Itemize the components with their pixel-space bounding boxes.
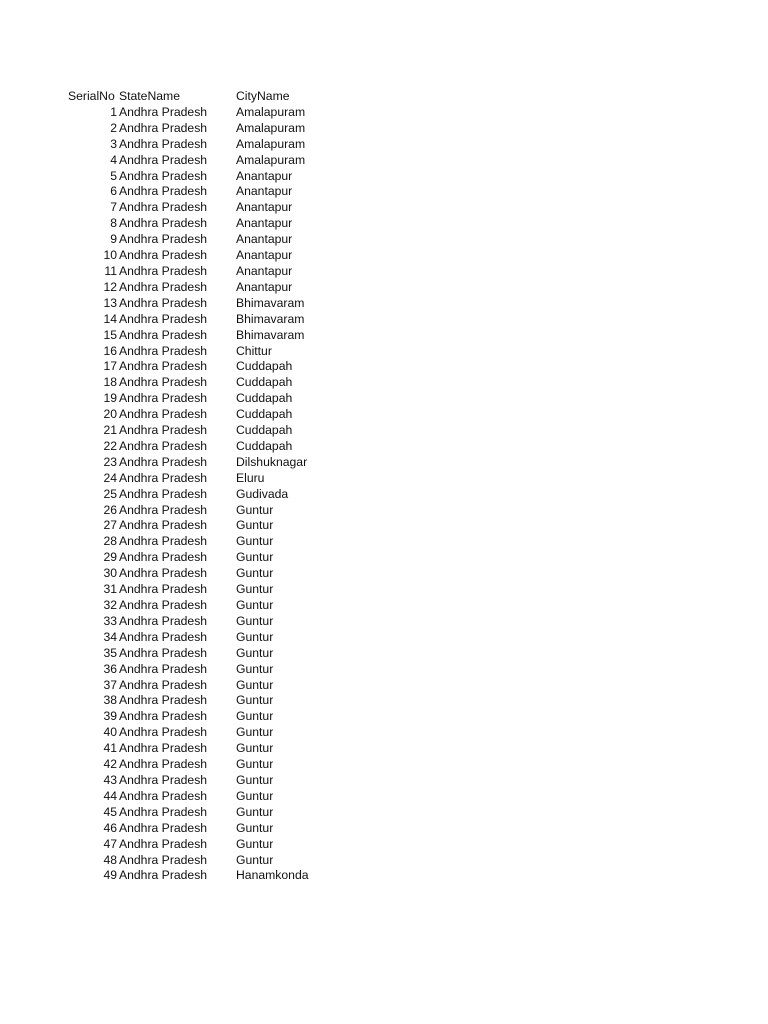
cell-cityname: Guntur bbox=[236, 645, 274, 660]
cell-cityname: Anantapur bbox=[236, 248, 293, 263]
cell-cityname: Guntur bbox=[236, 741, 274, 756]
cell-statename: Andhra Pradesh bbox=[119, 772, 208, 787]
cell-serialno: 49 bbox=[103, 868, 117, 883]
cell-statename: Andhra Pradesh bbox=[119, 709, 208, 724]
cell-statename: Andhra Pradesh bbox=[119, 868, 208, 883]
cell-cityname: Cuddapah bbox=[236, 423, 293, 438]
cell-cityname: Guntur bbox=[236, 757, 274, 772]
cell-serialno: 42 bbox=[103, 757, 117, 772]
cell-cityname: Guntur bbox=[236, 534, 274, 549]
cell-serialno: 16 bbox=[103, 343, 117, 358]
cell-statename: Andhra Pradesh bbox=[119, 232, 208, 247]
cell-serialno: 39 bbox=[103, 709, 117, 724]
cell-cityname: Anantapur bbox=[236, 216, 293, 231]
cell-serialno: 35 bbox=[103, 645, 117, 660]
cell-serialno: 46 bbox=[103, 820, 117, 835]
cell-serialno: 18 bbox=[103, 375, 117, 390]
cell-statename: Andhra Pradesh bbox=[119, 311, 208, 326]
cell-serialno: 7 bbox=[110, 200, 117, 215]
cell-statename: Andhra Pradesh bbox=[119, 470, 208, 485]
cell-cityname: Anantapur bbox=[236, 263, 293, 278]
cell-serialno: 30 bbox=[103, 566, 117, 581]
cell-cityname: Cuddapah bbox=[236, 438, 293, 453]
table-row bbox=[0, 407, 768, 423]
cell-statename: Andhra Pradesh bbox=[119, 550, 208, 565]
table-row bbox=[0, 391, 768, 407]
cell-cityname: Guntur bbox=[236, 788, 274, 803]
cell-statename: Andhra Pradesh bbox=[119, 534, 208, 549]
cell-cityname: Anantapur bbox=[236, 168, 293, 183]
cell-statename: Andhra Pradesh bbox=[119, 852, 208, 867]
cell-cityname: Anantapur bbox=[236, 232, 293, 247]
cell-statename: Andhra Pradesh bbox=[119, 820, 208, 835]
cell-serialno: 28 bbox=[103, 534, 117, 549]
table-row bbox=[0, 200, 768, 216]
cell-cityname: Guntur bbox=[236, 598, 274, 612]
cell-statename: Andhra Pradesh bbox=[119, 757, 208, 772]
cell-serialno: 44 bbox=[103, 788, 117, 803]
table-row bbox=[0, 805, 768, 821]
cell-serialno: 43 bbox=[103, 772, 117, 787]
cell-cityname: Guntur bbox=[236, 661, 274, 676]
cell-serialno: 17 bbox=[103, 359, 117, 374]
cell-serialno: 34 bbox=[103, 629, 117, 644]
cell-serialno: 10 bbox=[103, 248, 117, 263]
table-row bbox=[0, 646, 768, 662]
cell-cityname: Cuddapah bbox=[236, 375, 293, 390]
cell-statename: Andhra Pradesh bbox=[119, 391, 208, 406]
cell-statename: Andhra Pradesh bbox=[119, 104, 208, 119]
table-row bbox=[0, 296, 768, 312]
cell-cityname: Bhimavaram bbox=[236, 295, 305, 310]
cell-statename: Andhra Pradesh bbox=[119, 518, 208, 533]
cell-serialno: 14 bbox=[103, 311, 117, 326]
cell-serialno: 20 bbox=[103, 407, 117, 422]
cell-statename: Andhra Pradesh bbox=[119, 677, 208, 692]
table-row bbox=[0, 328, 768, 344]
cell-serialno: 12 bbox=[103, 279, 117, 294]
city-table bbox=[0, 89, 768, 884]
table-body bbox=[0, 105, 768, 884]
table-row bbox=[0, 248, 768, 264]
cell-statename: Andhra Pradesh bbox=[119, 613, 208, 628]
table-row bbox=[0, 868, 768, 884]
cell-serialno: 38 bbox=[103, 693, 117, 708]
cell-serialno: 29 bbox=[103, 550, 117, 565]
cell-cityname: Eluru bbox=[236, 470, 265, 485]
cell-serialno: 23 bbox=[103, 454, 117, 469]
cell-cityname: Guntur bbox=[236, 582, 274, 597]
cell-statename: Andhra Pradesh bbox=[119, 423, 208, 438]
cell-cityname: Cuddapah bbox=[236, 407, 293, 422]
cell-cityname: Chittur bbox=[236, 343, 272, 358]
cell-cityname: Guntur bbox=[236, 566, 274, 581]
table-row bbox=[0, 582, 768, 598]
cell-serialno: 19 bbox=[103, 391, 117, 406]
table-row bbox=[0, 630, 768, 646]
cell-cityname: Bhimavaram bbox=[236, 327, 305, 342]
table-row bbox=[0, 550, 768, 566]
cell-serialno: 15 bbox=[103, 327, 117, 342]
cell-statename: Andhra Pradesh bbox=[119, 407, 208, 422]
cell-statename: Andhra Pradesh bbox=[119, 725, 208, 740]
cell-statename: Andhra Pradesh bbox=[119, 629, 208, 644]
cell-cityname: Amalapuram bbox=[236, 120, 306, 135]
cell-statename: Andhra Pradesh bbox=[119, 693, 208, 708]
cell-cityname: Guntur bbox=[236, 725, 274, 740]
cell-cityname: Guntur bbox=[236, 502, 274, 517]
table-row bbox=[0, 280, 768, 296]
cell-statename: Andhra Pradesh bbox=[119, 295, 208, 310]
column-header-cityname: CityName bbox=[236, 89, 290, 103]
cell-serialno: 11 bbox=[104, 263, 117, 278]
cell-cityname: Amalapuram bbox=[236, 104, 306, 119]
cell-serialno: 1 bbox=[110, 104, 117, 119]
table-row bbox=[0, 757, 768, 773]
cell-cityname: Anantapur bbox=[236, 279, 293, 294]
cell-cityname: Guntur bbox=[236, 550, 274, 565]
cell-serialno: 37 bbox=[103, 677, 117, 692]
cell-statename: Andhra Pradesh bbox=[119, 804, 208, 819]
table-row bbox=[0, 598, 768, 614]
cell-cityname: Guntur bbox=[236, 804, 274, 819]
cell-serialno: 41 bbox=[103, 741, 117, 756]
cell-statename: Andhra Pradesh bbox=[119, 502, 208, 517]
cell-statename: Andhra Pradesh bbox=[119, 343, 208, 358]
table-row bbox=[0, 853, 768, 869]
cell-cityname: Guntur bbox=[236, 677, 274, 692]
table-row bbox=[0, 487, 768, 503]
cell-cityname: Guntur bbox=[236, 629, 274, 644]
table-row bbox=[0, 566, 768, 582]
cell-statename: Andhra Pradesh bbox=[119, 788, 208, 803]
cell-serialno: 32 bbox=[103, 598, 117, 612]
cell-statename: Andhra Pradesh bbox=[119, 200, 208, 215]
cell-statename: Andhra Pradesh bbox=[119, 152, 208, 167]
cell-statename: Andhra Pradesh bbox=[119, 279, 208, 294]
cell-serialno: 4 bbox=[110, 152, 117, 167]
cell-serialno: 9 bbox=[110, 232, 117, 247]
cell-serialno: 45 bbox=[103, 804, 117, 819]
cell-statename: Andhra Pradesh bbox=[119, 645, 208, 660]
cell-cityname: Cuddapah bbox=[236, 391, 293, 406]
cell-serialno: 13 bbox=[103, 295, 117, 310]
cell-cityname: Cuddapah bbox=[236, 359, 293, 374]
table-row bbox=[0, 121, 768, 137]
cell-statename: Andhra Pradesh bbox=[119, 120, 208, 135]
cell-statename: Andhra Pradesh bbox=[119, 661, 208, 676]
cell-serialno: 31 bbox=[103, 582, 117, 597]
cell-statename: Andhra Pradesh bbox=[119, 263, 208, 278]
cell-statename: Andhra Pradesh bbox=[119, 248, 208, 263]
cell-serialno: 36 bbox=[103, 661, 117, 676]
cell-serialno: 21 bbox=[103, 423, 117, 438]
cell-cityname: Guntur bbox=[236, 836, 274, 851]
cell-cityname: Hanamkonda bbox=[236, 868, 309, 883]
table-row bbox=[0, 312, 768, 328]
cell-statename: Andhra Pradesh bbox=[119, 486, 208, 501]
table-row bbox=[0, 741, 768, 757]
cell-cityname: Guntur bbox=[236, 613, 274, 628]
table-row bbox=[0, 344, 768, 360]
cell-cityname: Guntur bbox=[236, 772, 274, 787]
cell-serialno: 6 bbox=[110, 184, 117, 199]
table-row bbox=[0, 709, 768, 725]
cell-serialno: 33 bbox=[103, 613, 117, 628]
cell-statename: Andhra Pradesh bbox=[119, 168, 208, 183]
cell-cityname: Amalapuram bbox=[236, 152, 306, 167]
table-row bbox=[0, 725, 768, 741]
table-row bbox=[0, 184, 768, 200]
table-row bbox=[0, 534, 768, 550]
table-header-row bbox=[0, 89, 768, 105]
cell-serialno: 22 bbox=[103, 438, 117, 453]
table-row bbox=[0, 216, 768, 232]
cell-serialno: 25 bbox=[103, 486, 117, 501]
table-row bbox=[0, 662, 768, 678]
cell-cityname: Bhimavaram bbox=[236, 311, 305, 326]
cell-cityname: Guntur bbox=[236, 852, 274, 867]
table-row bbox=[0, 359, 768, 375]
cell-serialno: 47 bbox=[103, 836, 117, 851]
cell-serialno: 8 bbox=[110, 216, 117, 231]
cell-serialno: 48 bbox=[103, 852, 117, 867]
table-row bbox=[0, 375, 768, 391]
table-row bbox=[0, 821, 768, 837]
table-row bbox=[0, 137, 768, 153]
cell-statename: Andhra Pradesh bbox=[119, 454, 208, 469]
cell-serialno: 26 bbox=[103, 502, 117, 517]
table-row bbox=[0, 105, 768, 121]
cell-statename: Andhra Pradesh bbox=[119, 836, 208, 851]
table-row bbox=[0, 789, 768, 805]
table-row bbox=[0, 423, 768, 439]
table-row bbox=[0, 169, 768, 185]
table-row bbox=[0, 153, 768, 169]
table-row bbox=[0, 503, 768, 519]
cell-serialno: 24 bbox=[103, 470, 117, 485]
cell-serialno: 3 bbox=[110, 136, 117, 151]
cell-cityname: Amalapuram bbox=[236, 136, 306, 151]
table-row bbox=[0, 773, 768, 789]
table-row bbox=[0, 693, 768, 709]
table-row bbox=[0, 455, 768, 471]
cell-cityname: Gudivada bbox=[236, 486, 289, 501]
cell-statename: Andhra Pradesh bbox=[119, 582, 208, 597]
column-header-statename: StateName bbox=[119, 89, 180, 103]
cell-cityname: Guntur bbox=[236, 709, 274, 724]
cell-cityname: Guntur bbox=[236, 820, 274, 835]
cell-statename: Andhra Pradesh bbox=[119, 566, 208, 581]
cell-statename: Andhra Pradesh bbox=[119, 741, 208, 756]
table-row bbox=[0, 614, 768, 630]
cell-serialno: 27 bbox=[103, 518, 117, 533]
cell-statename: Andhra Pradesh bbox=[119, 216, 208, 231]
cell-statename: Andhra Pradesh bbox=[119, 359, 208, 374]
cell-statename: Andhra Pradesh bbox=[119, 438, 208, 453]
cell-serialno: 2 bbox=[110, 120, 117, 135]
table-row bbox=[0, 232, 768, 248]
cell-statename: Andhra Pradesh bbox=[119, 375, 208, 390]
cell-cityname: Guntur bbox=[236, 518, 274, 533]
cell-cityname: Guntur bbox=[236, 693, 274, 708]
table-row bbox=[0, 439, 768, 455]
table-row bbox=[0, 264, 768, 280]
cell-serialno: 40 bbox=[103, 725, 117, 740]
cell-statename: Andhra Pradesh bbox=[119, 327, 208, 342]
table-row bbox=[0, 471, 768, 487]
table-row bbox=[0, 837, 768, 853]
table-row bbox=[0, 518, 768, 534]
cell-statename: Andhra Pradesh bbox=[119, 598, 208, 612]
cell-statename: Andhra Pradesh bbox=[119, 184, 208, 199]
cell-cityname: Dilshuknagar bbox=[236, 454, 308, 469]
cell-cityname: Anantapur bbox=[236, 200, 293, 215]
cell-serialno: 5 bbox=[110, 168, 117, 183]
column-header-serialno: SerialNo bbox=[68, 89, 115, 103]
cell-cityname: Anantapur bbox=[236, 184, 293, 199]
table-row bbox=[0, 678, 768, 694]
cell-statename: Andhra Pradesh bbox=[119, 136, 208, 151]
